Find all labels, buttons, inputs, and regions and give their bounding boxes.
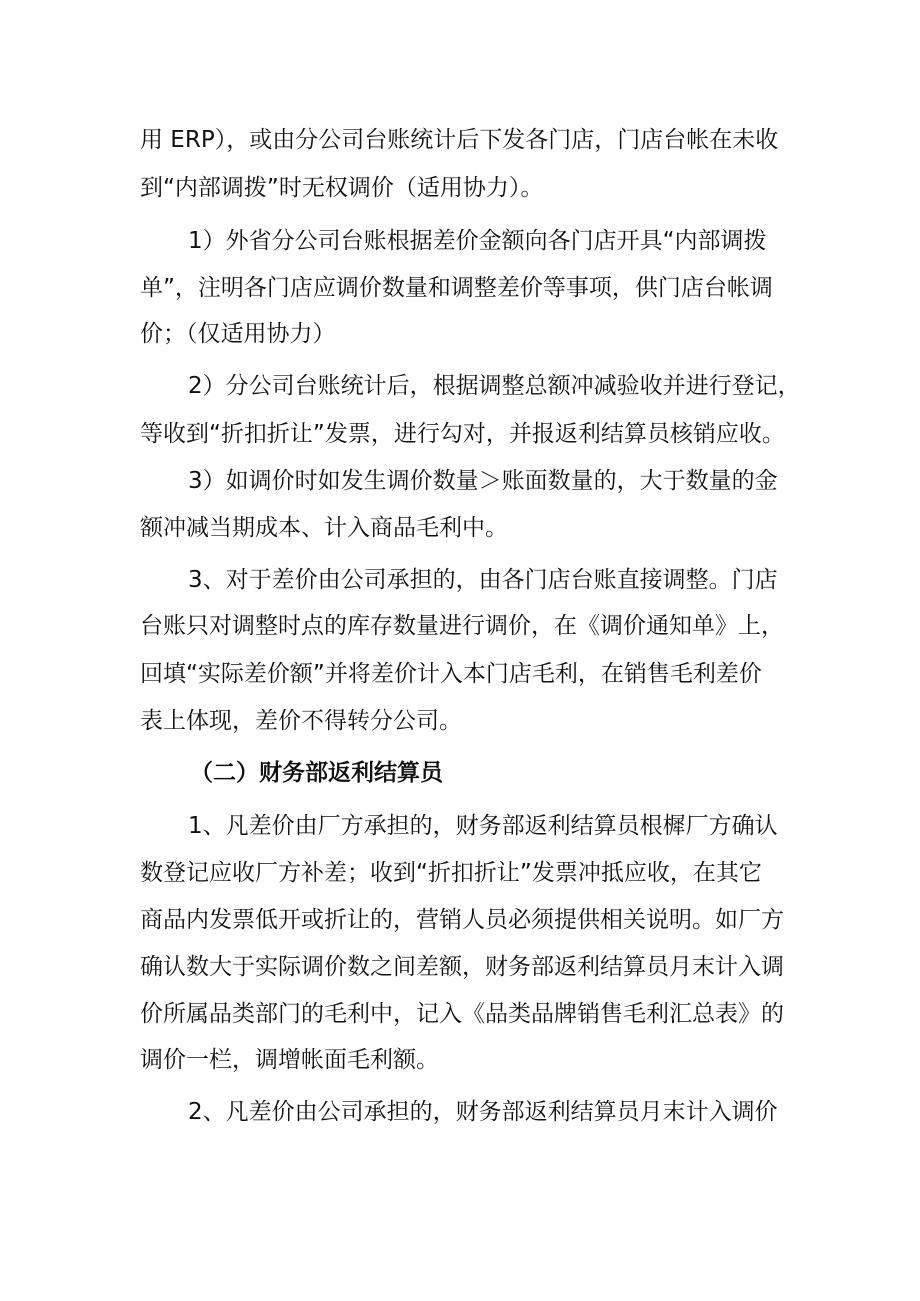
text-line: 到“内部调拨”时无权调价（适用协力）。 (140, 175, 544, 201)
text-line: 调价一栏，调增帐面毛利额。 (140, 1047, 439, 1073)
text-line: 1）外省分公司台账根据差价金额向各门店开具“内部调拨 (188, 228, 767, 254)
text-line: 台账只对调整时点的库存数量进行调价，在《调价通知单》上， (140, 613, 784, 639)
section-heading: （二）财务部返利结算员 (190, 760, 443, 786)
text-line: 1、凡差价由厂方承担的，财务部返利结算员根樨厂方确认 (188, 813, 778, 839)
text-line: 数登记应收厂方补差；收到“折扣折让”发票冲抵应收，在其它 (140, 860, 762, 886)
text-line: 等收到“折扣折让”发票，进行勾对，并报返利结算员核销应收。 (140, 421, 785, 447)
text-line: 3）如调价时如发生调价数量＞账面数量的，大于数量的金 (188, 468, 778, 494)
text-line: 单”，注明各门店应调价数量和调整差价等事项，供门店台帐调 (140, 275, 773, 301)
text-line: 价所属品类部门的毛利中，记入《品类品牌销售毛利汇总表》的 (140, 1001, 784, 1027)
text-line: 用 ERP），或由分公司台账统计后下发各门店，门店台帐在未收 (140, 127, 779, 153)
text-line: 2、凡差价由公司承担的，财务部返利结算员月末计入调价 (188, 1099, 778, 1125)
text-line: 确认数大于实际调价数之间差额，财务部返利结算员月末计入调 (140, 954, 784, 980)
text-line: 商品内发票低开或折让的，营销人员必须提供相关说明。如厂方 (140, 907, 784, 933)
text-line: 表上体现，差价不得转分公司。 (140, 708, 462, 734)
text-line: 3、对于差价由公司承担的，由各门店台账直接调整。门店 (188, 567, 778, 593)
text-line: 2）分公司台账统计后，根据调整总额冲减验收并进行登记， (188, 373, 801, 399)
text-line: 额冲减当期成本、计入商品毛利中。 (140, 515, 508, 541)
text-line: 价；（仅适用协力） (140, 321, 336, 347)
text-line: 回填“实际差价额”并将差价计入本门店毛利，在销售毛利差价 (140, 661, 762, 687)
